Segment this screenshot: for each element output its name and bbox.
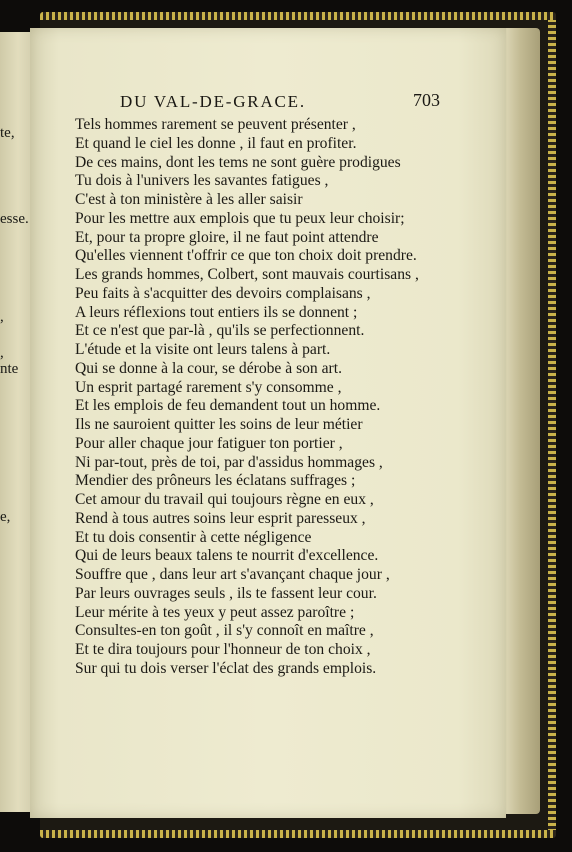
- verse-line: Et tu dois consentir à cette négligence: [75, 528, 312, 546]
- verse-line: L'étude et la visite ont leurs talens à part.: [75, 341, 331, 358]
- verse-line: Ni par-tout, près de toi, par d'assidus hommages ,: [75, 453, 383, 471]
- verse-line: Ils ne sauroient quitter les soins de leur métier: [75, 416, 363, 433]
- verse-line: Souffre que , dans leur art s'avançant chaque jour ,: [75, 566, 390, 583]
- verse-line: Tels hommes rarement se peuvent présenter ,: [75, 116, 356, 133]
- left-page-fragment: te,: [0, 125, 15, 141]
- verse-line: Leur mérite à tes yeux y peut assez paroître ;: [75, 603, 355, 621]
- verse-line: Pour aller chaque jour fatiguer ton portier ,: [75, 434, 343, 452]
- left-page-fragment: nte: [0, 361, 19, 377]
- verse-line: Et, pour ta propre gloire, il ne faut point attendre: [75, 228, 379, 246]
- verse-line: Mendier des prôneurs les éclatans suffrages ;: [75, 472, 356, 490]
- left-page-fragment: ,: [0, 345, 4, 361]
- left-page-fragment: ,: [0, 309, 4, 325]
- verse-line: Pour les mettre aux emplois que tu peux leur choisir;: [75, 209, 405, 227]
- verse-line: Peu faits à s'acquitter des devoirs complaisans ,: [75, 284, 371, 302]
- verse-line: A leurs réflexions tout entiers ils se donnent ;: [75, 303, 358, 321]
- poem-text: [75, 116, 475, 679]
- left-page-fragment: esse.: [0, 211, 29, 227]
- verse-line: Sur qui tu dois verser l'éclat des grands emplois.: [75, 659, 377, 677]
- verse-line: Par leurs ouvrages seuls , ils te fassent leur cour.: [75, 584, 377, 602]
- verse-line: Qui de leurs beaux talens te nourrit d'excellence.: [75, 547, 379, 565]
- verse-line: Tu dois à l'univers les savantes fatigues ,: [75, 172, 329, 190]
- left-page-fragment: e,: [0, 509, 11, 525]
- page-header: [120, 92, 440, 114]
- verse-line: Et ce n'est que par-là , qu'ils se perfectionnent.: [75, 322, 365, 340]
- page-number: 703: [413, 90, 440, 110]
- left-page-edge: [0, 32, 30, 812]
- verse-line: Un esprit partagé rarement s'y consomme ,: [75, 378, 342, 396]
- verse-line: Qu'elles viennent t'offrir ce que ton choix doit prendre.: [75, 247, 417, 265]
- book-page: [30, 28, 506, 818]
- verse-line: Cet amour du travail qui toujours règne en eux ,: [75, 491, 374, 508]
- verse-line: De ces mains, dont les tems ne sont guère prodigues: [75, 153, 401, 171]
- verse-line: Et quand le ciel les donne , il faut en profiter.: [75, 134, 357, 152]
- verse-line: Qui se donne à la cour, se dérobe à son art.: [75, 359, 342, 377]
- verse-line: Et les emplois de feu demandent tout un homme.: [75, 397, 381, 415]
- verse-line: Consultes-en ton goût , il s'y connoît en maître ,: [75, 622, 374, 640]
- verse-line: Rend à tous autres soins leur esprit paresseux ,: [75, 509, 366, 527]
- verse-line: Et te dira toujours pour l'honneur de ton choix ,: [75, 641, 371, 658]
- verse-line: C'est à ton ministère à les aller saisir: [75, 191, 303, 208]
- running-head: DU VAL-DE-GRACE.: [120, 92, 306, 111]
- verse-line: Les grands hommes, Colbert, sont mauvais courtisans ,: [75, 266, 419, 283]
